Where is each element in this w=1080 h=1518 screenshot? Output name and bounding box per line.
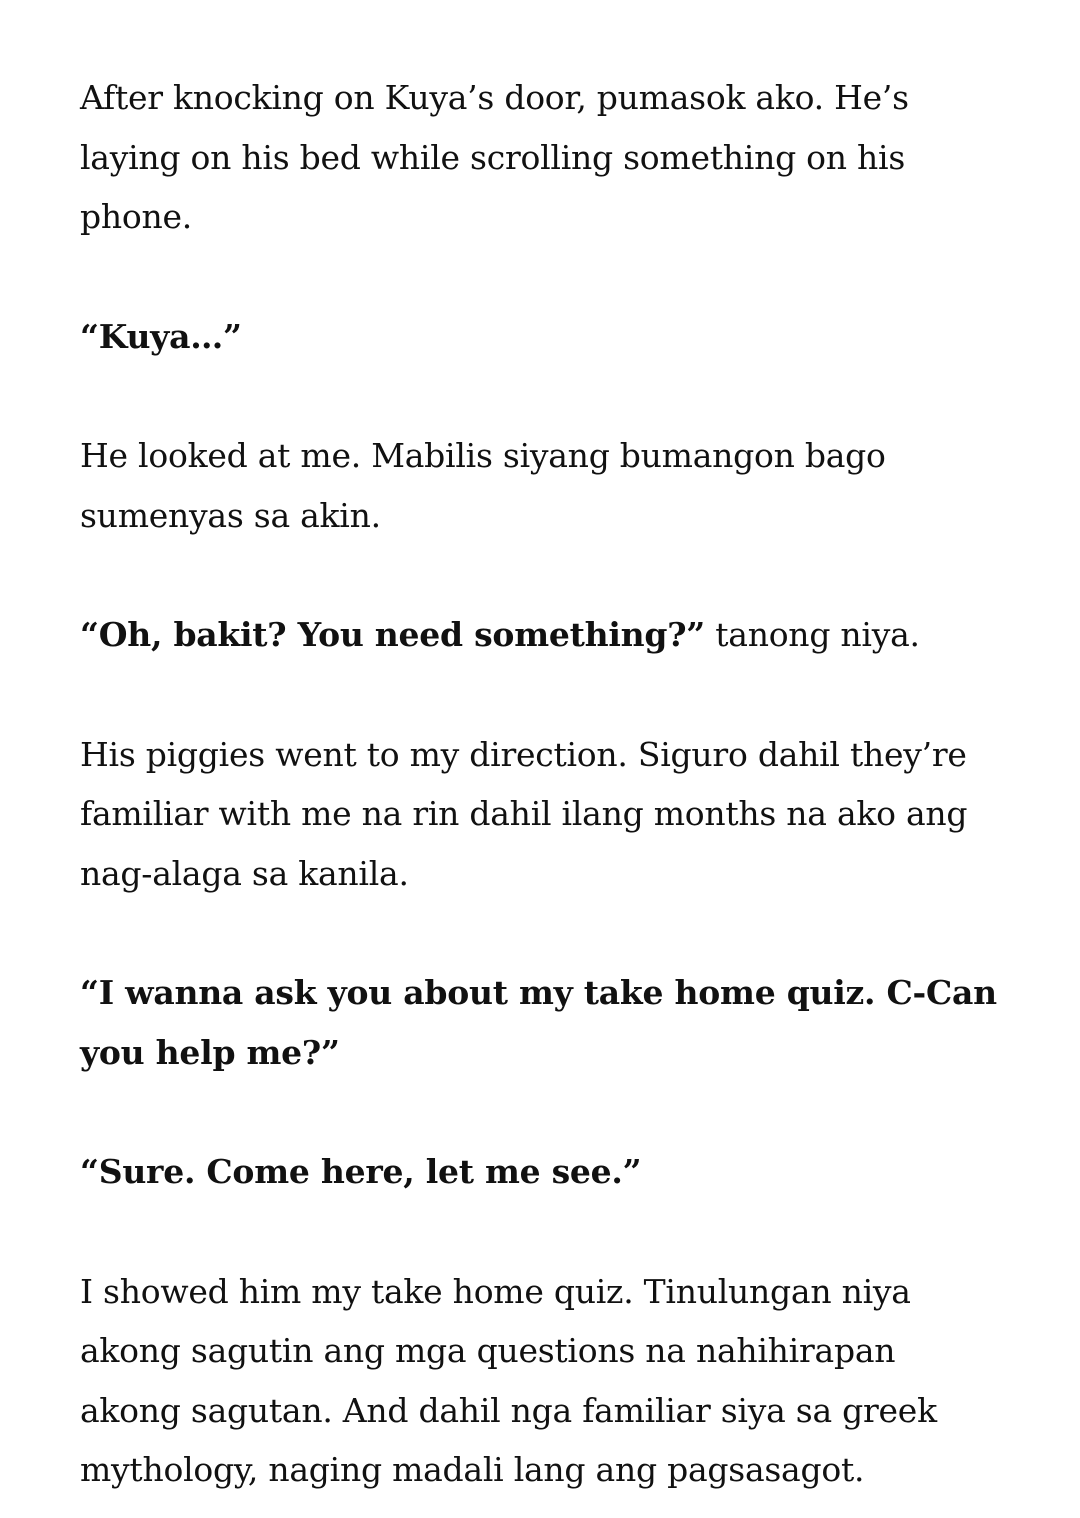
narration-paragraph-2: He looked at me. Mabilis siyang bumangon bago sumenyas sa akin. (80, 436, 886, 535)
dialogue-paragraph-sure: “Sure. Come here, let me see.” (80, 1152, 642, 1191)
dialogue-paragraph-question (80, 605, 1000, 665)
narration-paragraph-4: I showed him my take home quiz. Tinulungan niya akong sagutin ang mga questions na nahihirapan akong sagutan. And dahil nga familiar siya sa greek mythology, naging madali lang ang pagsasagot. (80, 1271, 937, 1489)
narration-paragraph-1: After knocking on Kuya’s door, pumasok ako. He’s laying on his bed while scrolling something on his phone. (80, 78, 909, 236)
dialogue-text: “Oh, bakit? You need something?” (80, 615, 706, 654)
narration-paragraph-3: His piggies went to my direction. Siguro dahil they’re familiar with me na rin dahil ilang months na ako ang nag-alaga sa kanila. (80, 734, 968, 893)
dialogue-paragraph-kuya: “Kuya…” (80, 316, 242, 356)
dialogue-tag: tanong niya. (705, 615, 920, 654)
dialogue-paragraph-quiz-request: “I wanna ask you about my take home quiz. C-Can you help me?” (80, 973, 997, 1072)
